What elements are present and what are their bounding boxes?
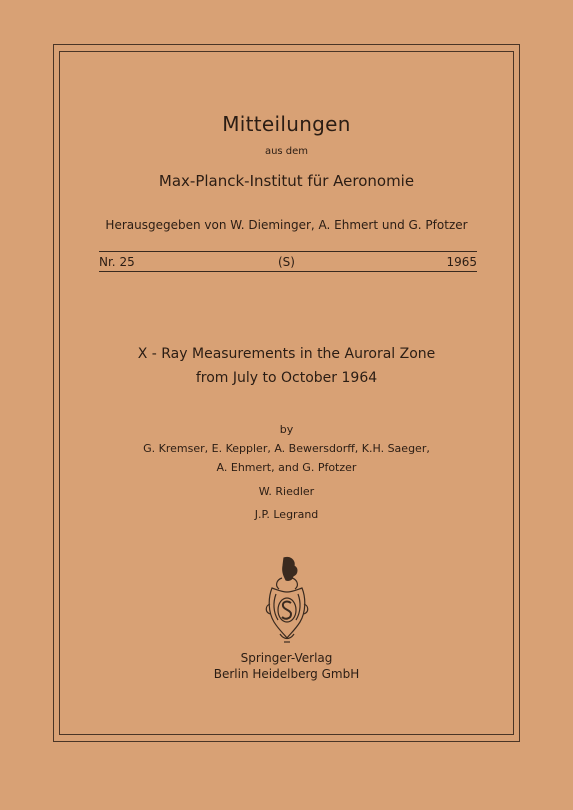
issue-subseries: (S) xyxy=(278,255,295,269)
top-rule xyxy=(99,251,477,252)
by-label: by xyxy=(279,423,294,436)
issue-year: 1965 xyxy=(446,255,477,269)
series-title: Mitteilungen xyxy=(222,112,351,136)
series-aus-dem: aus dem xyxy=(264,146,309,157)
bottom-rule xyxy=(99,271,477,272)
work-title-line-2: from July to October 1964 xyxy=(195,370,378,386)
publisher-name: Springer-Verlag xyxy=(240,651,333,665)
author-legrand: J.P. Legrand xyxy=(254,508,319,521)
institute-name: Max-Planck-Institut für Aeronomie xyxy=(158,172,415,190)
springer-knight-logo xyxy=(262,554,312,646)
work-title-line-1: X - Ray Measurements in the Auroral Zone xyxy=(137,346,436,362)
author-riedler: W. Riedler xyxy=(258,485,315,498)
editors-line: Herausgegeben von W. Dieminger, A. Ehmert und G. Pfotzer xyxy=(105,218,468,232)
publisher-city: Berlin Heidelberg GmbH xyxy=(213,667,360,681)
issue-number: Nr. 25 xyxy=(99,255,135,269)
authors-line-1: G. Kremser, E. Keppler, A. Bewersdorff, K.H. Saeger, xyxy=(143,442,430,455)
authors-line-2: A. Ehmert, and G. Pfotzer xyxy=(216,461,357,474)
